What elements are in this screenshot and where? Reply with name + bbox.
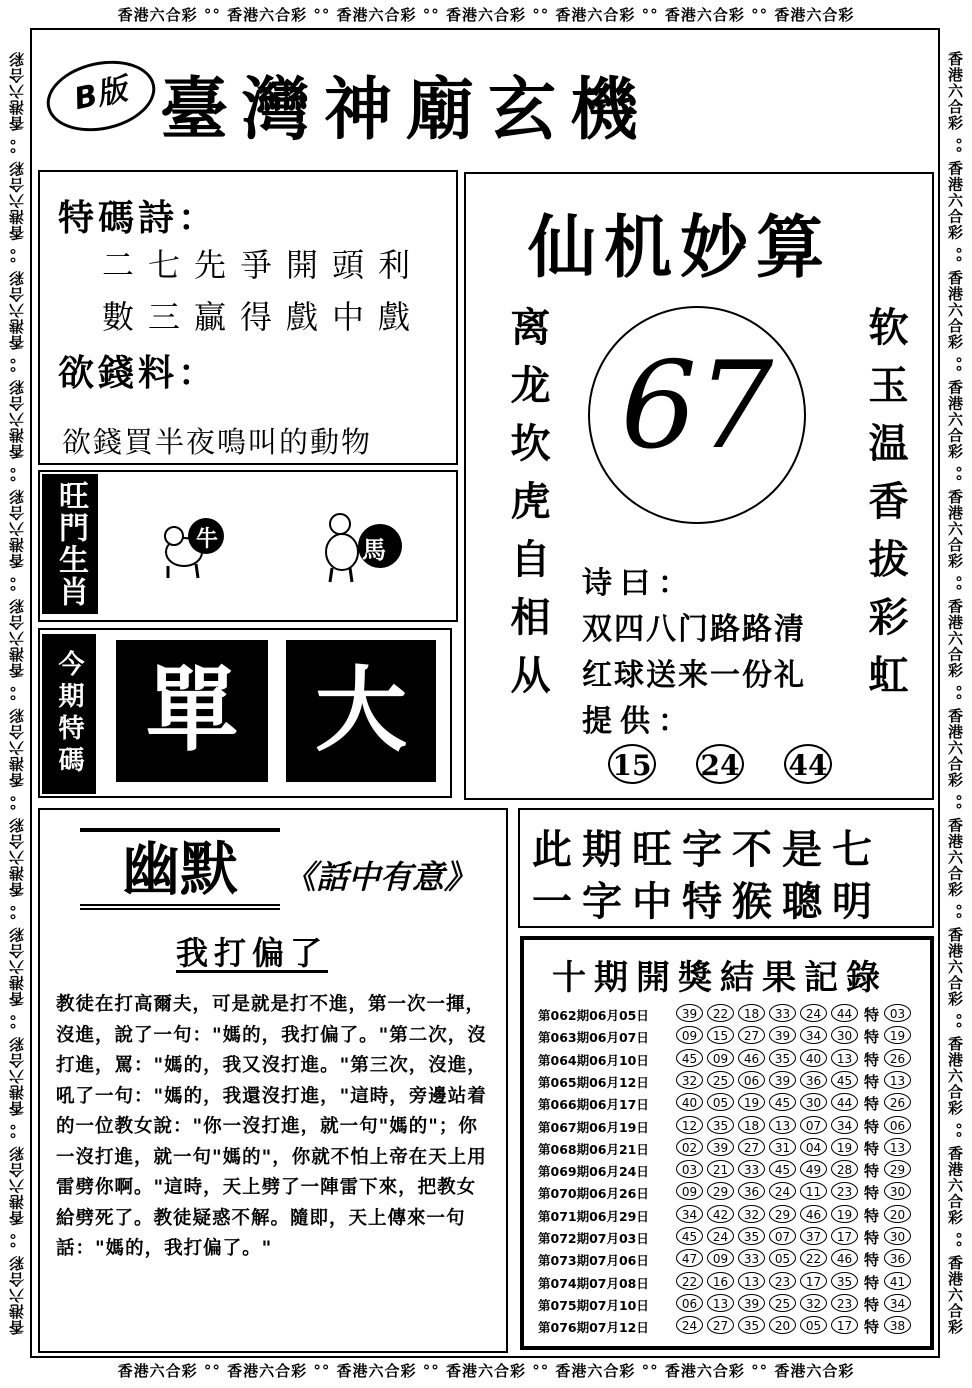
number-ball: 06: [676, 1294, 703, 1312]
special-label: 特: [864, 1162, 880, 1181]
number-ball: 31: [769, 1138, 796, 1156]
number-ball: 45: [769, 1160, 796, 1178]
number-ball: 24: [800, 1004, 827, 1022]
xianji-poem-line-1: 双四八门路路清: [582, 612, 806, 647]
story-text: 教徒在打高爾夫，可是就是打不進，第一次一揮，沒進，說了一句："媽的，我打偏了。"第二次，沒打進，罵："媽的，我又沒打進。"第三次，沒進，吼了一句："媽的，我還沒打進，"這時，旁邊站着的一位教女說："你一沒打進，就一句"媽的"；你一沒打進，就一句"媽的"，你就不怕上帝在天上用雷劈你啊。"這時，天上劈了一陣雷下來，把教女給劈死了。教徒疑惑不解。隨即，天上傳來一句話："媽的，我打偏了。": [56, 994, 487, 1259]
special-label: 特: [864, 1139, 880, 1158]
number-ball: 12: [676, 1116, 703, 1134]
table-row: [538, 1026, 918, 1046]
number-ball: 49: [800, 1160, 827, 1178]
number-ball: 22: [800, 1249, 827, 1267]
special-label: 特: [864, 1050, 880, 1069]
number-ball: 45: [769, 1093, 796, 1111]
special-ball: 34: [884, 1294, 911, 1312]
poem-line-2: 數三贏得戲中戲: [102, 298, 425, 336]
number-ball: 39: [676, 1004, 703, 1022]
special-ball: 29: [884, 1160, 911, 1178]
special-ball: 41: [884, 1272, 911, 1290]
special-ball: 19: [884, 1026, 911, 1044]
number-ball: 25: [769, 1294, 796, 1312]
left-border-strip: 香港六合彩 °° 香港六合彩 °° 香港六合彩 °° 香港六合彩 °° 香港六合彩 °° 香港六合彩 °° 香港六合彩 °° 香港六合彩 °° 香港六合彩 °° 香港六合彩 °° 香港六合彩 °° 香港六合彩: [8, 51, 26, 1335]
circle-number: 67: [620, 337, 774, 476]
number-ball: 06: [738, 1071, 765, 1089]
zodiac-label: 旺門生肖: [42, 474, 98, 614]
special-label: 特: [864, 1184, 880, 1203]
number-ball: 39: [707, 1138, 734, 1156]
edition-badge: B版: [40, 51, 162, 140]
number-ball: 09: [676, 1026, 703, 1044]
table-row: [538, 1227, 918, 1247]
number-ball: 35: [707, 1116, 734, 1134]
number-ball: 18: [738, 1004, 765, 1022]
number-ball: 17: [831, 1227, 858, 1245]
number-ball: 04: [800, 1138, 827, 1156]
number-ball: 45: [676, 1049, 703, 1067]
number-ball: 35: [738, 1227, 765, 1245]
provide-number-2: 24: [696, 744, 744, 784]
special-label: 特: [864, 1206, 880, 1225]
top-border-strip: 香港六合彩 °° 香港六合彩 °° 香港六合彩 °° 香港六合彩 °° 香港六合彩 °° 香港六合彩 °° 香港六合彩: [117, 6, 855, 24]
xianji-poem-label: 诗曰：: [582, 566, 696, 601]
number-ball: 24: [676, 1316, 703, 1334]
table-row: [538, 1071, 918, 1091]
special-ball: 30: [884, 1227, 911, 1245]
period-label: 第075期07月10日: [538, 1297, 649, 1313]
period-label: 第066期06月17日: [538, 1097, 649, 1113]
table-row: [538, 1294, 918, 1314]
number-ball: 19: [738, 1093, 765, 1111]
table-row: [538, 1160, 918, 1180]
special-label: 特: [864, 1318, 880, 1337]
number-ball: 22: [676, 1272, 703, 1290]
xianji-left-column: 离龙坎虎自相从: [504, 306, 551, 712]
period-label: 第076期07月12日: [538, 1320, 649, 1336]
number-ball: 33: [738, 1160, 765, 1178]
period-label: 第068期06月21日: [538, 1141, 649, 1157]
number-ball: 35: [831, 1272, 858, 1290]
number-ball: 09: [676, 1182, 703, 1200]
number-ball: 30: [831, 1026, 858, 1044]
special-ball: 26: [884, 1049, 911, 1067]
number-ball: 37: [800, 1227, 827, 1245]
riddle-label: 欲錢料：: [58, 352, 219, 394]
period-label: 第070期06月26日: [538, 1186, 649, 1202]
big-tile: 大: [286, 640, 436, 782]
number-ball: 24: [707, 1227, 734, 1245]
number-ball: 27: [707, 1316, 734, 1334]
special-label: 特: [864, 1251, 880, 1270]
number-ball: 32: [800, 1294, 827, 1312]
number-ball: 29: [707, 1182, 734, 1200]
table-row: [538, 1116, 918, 1136]
number-ball: 23: [831, 1294, 858, 1312]
special-label: 特: [864, 1006, 880, 1024]
riddle-text: 欲錢買半夜鳴叫的動物: [62, 425, 373, 459]
humor-subtitle: 《話中有意》: [284, 858, 477, 896]
number-ball: 39: [769, 1026, 796, 1044]
poem-line-1: 二七先爭開頭利: [102, 246, 425, 284]
special-label: 特: [864, 1095, 880, 1114]
number-ball: 27: [738, 1138, 765, 1156]
number-ball: 40: [676, 1093, 703, 1111]
number-ball: 27: [738, 1026, 765, 1044]
humor-title: 幽默: [80, 828, 280, 910]
special-label: 特: [864, 1273, 880, 1292]
special-ball: 13: [884, 1138, 911, 1156]
number-ball: 19: [831, 1205, 858, 1223]
number-ball: 13: [831, 1049, 858, 1067]
number-ball: 28: [831, 1160, 858, 1178]
xianji-right-column: 软玉温香拔彩虹: [862, 306, 909, 712]
number-ball: 13: [738, 1272, 765, 1290]
number-ball: 05: [769, 1249, 796, 1267]
odd-tile: 單: [116, 640, 268, 782]
number-ball: 23: [831, 1182, 858, 1200]
number-ball: 46: [738, 1049, 765, 1067]
number-ball: 17: [831, 1316, 858, 1334]
number-ball: 13: [769, 1116, 796, 1134]
number-ball: 17: [800, 1272, 827, 1290]
number-ball: 15: [707, 1026, 734, 1044]
number-ball: 21: [707, 1160, 734, 1178]
number-ball: 39: [769, 1071, 796, 1089]
special-ball: 03: [884, 1004, 911, 1022]
special-ball: 30: [884, 1182, 911, 1200]
table-row: [538, 1249, 918, 1269]
special-ball: 38: [884, 1316, 911, 1334]
number-ball: 07: [769, 1227, 796, 1245]
bottom-border-strip: 香港六合彩 °° 香港六合彩 °° 香港六合彩 °° 香港六合彩 °° 香港六合彩 °° 香港六合彩 °° 香港六合彩: [117, 1362, 855, 1380]
number-ball: 11: [800, 1182, 827, 1200]
number-ball: 30: [800, 1093, 827, 1111]
number-ball: 07: [800, 1116, 827, 1134]
provide-number-3: 44: [784, 744, 832, 784]
number-ball: 36: [738, 1182, 765, 1200]
number-ball: 45: [676, 1227, 703, 1245]
provide-number-1: 15: [608, 744, 656, 784]
number-ball: 13: [707, 1294, 734, 1312]
story-title: 我打偏了: [176, 934, 329, 972]
number-ball: 09: [707, 1249, 734, 1267]
number-ball: 18: [738, 1116, 765, 1134]
xianji-provide-label: 提供：: [582, 704, 696, 739]
special-ball: 13: [884, 1071, 911, 1089]
special-label: 今期特碼: [42, 634, 96, 794]
number-ball: 05: [707, 1093, 734, 1111]
number-ball: 40: [800, 1049, 827, 1067]
horse-label: 馬: [362, 536, 386, 564]
number-ball: 25: [707, 1071, 734, 1089]
special-ball: 06: [884, 1116, 911, 1134]
records-title: 十期開獎結果記錄: [552, 958, 888, 998]
table-row: [538, 1138, 918, 1158]
number-ball: 02: [676, 1138, 703, 1156]
special-ball: 36: [884, 1249, 911, 1267]
right-border-strip: 香港六合彩 °° 香港六合彩 °° 香港六合彩 °° 香港六合彩 °° 香港六合彩 °° 香港六合彩 °° 香港六合彩 °° 香港六合彩 °° 香港六合彩 °° 香港六合彩 °° 香港六合彩 °° 香港六合彩: [946, 51, 964, 1335]
number-ball: 09: [707, 1049, 734, 1067]
table-row: [538, 1004, 918, 1024]
special-label: 特: [864, 1028, 880, 1047]
period-label: 第069期06月24日: [538, 1164, 649, 1180]
page-title: 臺灣神廟玄機: [160, 70, 653, 150]
number-ball: 34: [831, 1116, 858, 1134]
period-label: 第073期07月06日: [538, 1253, 649, 1269]
period-label: 第074期07月08日: [538, 1275, 649, 1291]
period-label: 第067期06月19日: [538, 1119, 649, 1135]
xianji-poem-line-2: 红球送来一份礼: [582, 658, 806, 693]
number-ball: 44: [831, 1093, 858, 1111]
number-ball: 24: [769, 1182, 796, 1200]
period-label: 第065期06月12日: [538, 1074, 649, 1090]
number-ball: 32: [738, 1205, 765, 1223]
period-label: 第063期06月07日: [538, 1030, 649, 1046]
number-ball: 23: [769, 1272, 796, 1290]
number-ball: 34: [800, 1026, 827, 1044]
poem-label: 特碼詩：: [58, 197, 219, 239]
special-ball: 26: [884, 1093, 911, 1111]
number-ball: 34: [676, 1205, 703, 1223]
table-row: [538, 1049, 918, 1069]
number-ball: 46: [800, 1205, 827, 1223]
table-row: [538, 1182, 918, 1202]
number-ball: 03: [676, 1160, 703, 1178]
period-label: 第064期06月10日: [538, 1052, 649, 1068]
table-row: [538, 1093, 918, 1113]
special-label: 特: [864, 1229, 880, 1247]
special-label: 特: [864, 1072, 880, 1091]
number-ball: 20: [769, 1316, 796, 1334]
number-ball: 33: [769, 1004, 796, 1022]
number-ball: 32: [676, 1071, 703, 1089]
number-ball: 46: [831, 1249, 858, 1267]
number-ball: 33: [738, 1249, 765, 1267]
number-ball: 19: [831, 1138, 858, 1156]
period-label: 第071期06月29日: [538, 1208, 649, 1224]
number-ball: 22: [707, 1004, 734, 1022]
number-ball: 47: [676, 1249, 703, 1267]
table-row: [538, 1272, 918, 1292]
ox-label: 牛: [196, 527, 219, 552]
table-row: [538, 1205, 918, 1225]
number-ball: 05: [800, 1316, 827, 1334]
hint-line-2: 一字中特猴聰明: [532, 878, 882, 925]
hint-line-1: 此期旺字不是七: [532, 826, 882, 873]
number-ball: 39: [738, 1294, 765, 1312]
special-label: 特: [864, 1295, 880, 1314]
number-ball: 35: [769, 1049, 796, 1067]
special-ball: 20: [884, 1205, 911, 1223]
number-ball: 35: [738, 1316, 765, 1334]
special-label: 特: [864, 1117, 880, 1136]
number-ball: 42: [707, 1205, 734, 1223]
number-ball: 36: [800, 1071, 827, 1089]
number-ball: 16: [707, 1272, 734, 1290]
number-ball: 45: [831, 1071, 858, 1089]
table-row: [538, 1316, 918, 1336]
period-label: 第062期06月05日: [538, 1008, 649, 1023]
period-label: 第072期07月03日: [538, 1231, 649, 1246]
number-ball: 29: [769, 1205, 796, 1223]
xianji-title: 仙机妙算: [528, 208, 833, 288]
number-ball: 44: [831, 1004, 858, 1022]
